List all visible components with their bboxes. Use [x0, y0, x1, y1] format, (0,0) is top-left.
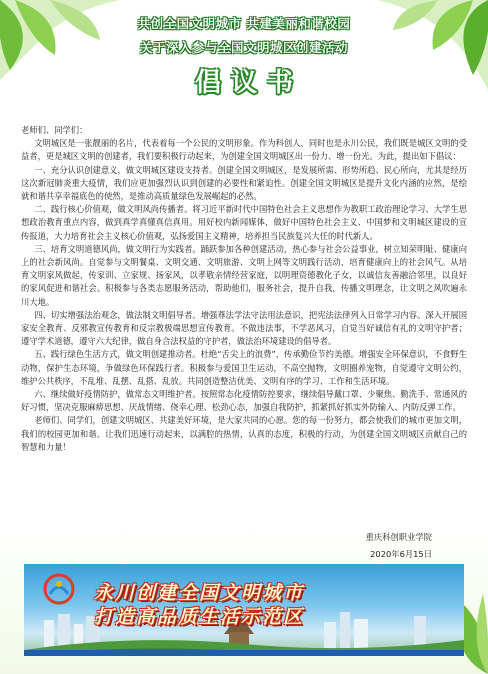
city-banner	[24, 564, 464, 656]
title-wrapper	[0, 62, 488, 99]
paragraph-5: 五、践行绿色生活方式，做文明创建推动者。杜绝“舌尖上的浪费”，传承勤俭节约美德。增强安全环保意识，不食野生动物，保护生态环境，争做绿色环保践行者。积极参与爱国卫生运动，不高空抛物，文明圈养宠物，自觉遵守文明公约，维护公共秩序，不乱堆、乱摆、乱搭、乱放。共同创造整洁优美、文明有序的学习、工作和生活环境。	[21, 349, 467, 386]
signature-organization: 重庆科创职业学院	[365, 532, 432, 542]
proposal-body	[21, 124, 467, 454]
banner-slogan-line-2: 打造高品质生活示范区	[94, 606, 305, 628]
paragraph-6: 六、继续做好疫情防护，做常态文明维护者。按照常态化疫情防控要求，继续倡导戴口罩、少聚焦、勤洗手、常通风的好习惯，坚决克服麻痹思想、厌战情绪、侥幸心理、松劲心态，加强自我防护，抓紧抓好抓实外防输入、内防反弹工作。	[21, 389, 467, 413]
banner-slogan-line-1: 永川创建全国文明城市	[94, 582, 305, 604]
header-slogan-line-1: 共创全国文明城市 共建美丽和谐校园	[137, 16, 351, 31]
paragraph-closing: 老师们、同学们，创建文明城区、共建美好环境，是大家共同的心愿。您的每一份努力，都会使我们的城市更加文明，我们的校园更加和谐。让我们迅速行动起来，以满腔的热情，认真的态度，积极的行动，为创建全国文明城区贡献自己的智慧和力量！	[21, 415, 467, 452]
civilization-logo-icon	[42, 572, 76, 606]
paragraph-intro: 文明城区是一张靓丽的名片，代表着每一个公民的文明形象。作为科创人，同时也是永川公民，我们既是城区文明的受益者，更是城区文明的创建者，我们要积极行动起来，为创建全国文明城区出一份力、增一份光。为此，提出如下倡议：	[21, 138, 467, 162]
paragraph-2: 二、践行核心价值观，做文明风尚传播者。将习近平新时代中国特色社会主义思想作为教职工政治理论学习、大学生思想政治教育重点内容，做到真学真懂真信真用。用好校内新闻媒体，做好中国特色社会主义、中国梦和文明城区建设的宣传报道，大力培育社会主义核心价值观，弘扬爱国主义精神，培养担当民族复兴大任的时代新人。	[21, 204, 467, 241]
paragraph-1: 一、充分认识创建意义，做文明城区建设支持者。创建全国文明城区，是发展所需、形势所趋、民心所向，尤其是经历这次新冠肺炎重大疫情，我们应更加强烈认识到创建的必要性和紧迫性。创建全国文明城区是提升文化内涵的应然，是绘就和谐共享幸福底色的使然，是推动高质量绿色发展崛起的必然。	[21, 164, 467, 202]
document-title: 倡议书	[194, 68, 303, 98]
header-slogan-line-2: 关于深入参与全国文明城区创建活动	[139, 40, 348, 55]
paragraph-3: 三、培育文明道德风尚，做文明行为实践者。踊跃参加各种创建活动，热心参与社会公益事业，树立知荣明耻、健康向上的社会新风尚。自觉参与文明餐桌、文明交通、文明旅游、文明上网等文明践行活动，培育健康向上的社会风气。从培育文明家风做起，传家训、立家规、扬家风，以孝敬亲情经营家庭，以明理资德教化子女，以诚信友善融洽邻里，以良好的家风促进和谐社会。积极参与各类志愿服务活动，帮助他们，服务社会，提升自我，传播文明理念，让文明之风吹遍永川大地。	[21, 243, 467, 307]
greeting: 老师们、同学们：	[21, 125, 88, 135]
banner-footer-strip	[24, 650, 464, 656]
paragraph-4: 四、切实增强法治观念，做法制文明倡导者。增强尊法学法守法用法意识，把宪法法律列入日常学习内容。深入开展国家安全教育、反邪教宣传教育和反宗教极端思想宣传教育。不做违法事，不学恶风习，自觉当好诚信有礼的文明守护者；遵守学术道德，遵守六大纪律，做自身合法权益的守护者，做法治环境建设的倡导者。	[21, 309, 467, 347]
signature-date: 2020年6月15日	[370, 549, 432, 559]
